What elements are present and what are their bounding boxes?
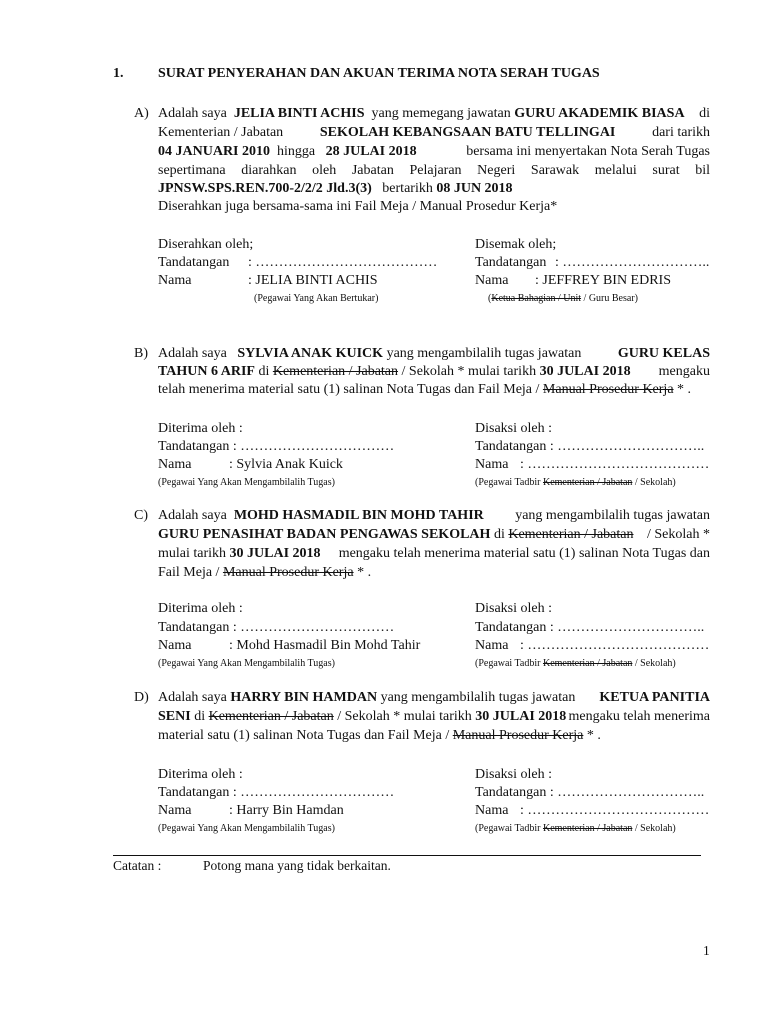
school-name: SEKOLAH KEBANGSAAN BATU TELLINGAI <box>319 125 616 140</box>
text: / Sekolah) <box>634 823 676 834</box>
text: / Guru Besar) <box>581 293 638 304</box>
section-d-line-3 <box>158 728 601 744</box>
start-date: 30 JULAI 2018 <box>475 709 567 724</box>
name-value: : Mohd Hasmadil Bin Mohd Tahir <box>229 638 421 653</box>
text: Adalah saya <box>158 690 227 705</box>
text: / Sekolah * <box>647 527 710 542</box>
signature-label: Tandatangan <box>475 255 547 270</box>
struck-text: Ketua Bahagian / Unit <box>491 293 582 304</box>
text: ( <box>488 293 492 304</box>
page-title: SURAT PENYERAHAN DAN AKUAN TERIMA NOTA SERAH TUGAS <box>158 66 600 81</box>
struck-text: Kementerian / Jabatan <box>272 364 399 379</box>
section-b-line-1 <box>158 346 710 362</box>
witnessed-by-label: Disaksi oleh : <box>475 767 552 782</box>
name-label: Nama <box>158 273 192 288</box>
received-by-label: Diterima oleh : <box>158 767 243 782</box>
signature-line: Tandatangan : …………………………… <box>158 439 395 454</box>
section-d-line-2 <box>158 709 710 725</box>
section-c-line-2 <box>158 527 710 543</box>
text: hingga <box>277 144 316 159</box>
struck-text: Kementerian / Jabatan <box>542 477 633 488</box>
name-label: Nama <box>475 273 509 288</box>
section-b-line-2 <box>158 364 710 380</box>
name-label: Nama <box>475 638 509 653</box>
officer-name: SYLVIA ANAK KUICK <box>237 346 384 361</box>
section-a-line-5 <box>158 181 513 197</box>
reference-date: 08 JUN 2018 <box>436 181 513 196</box>
text: (Pegawai Tadbir <box>475 477 541 488</box>
text: * . <box>357 565 372 580</box>
officer-name: JELIA BINTI ACHIS <box>233 106 365 121</box>
section-b-line-3 <box>158 382 691 398</box>
text: / Sekolah) <box>634 658 676 669</box>
note-label: Catatan : <box>113 858 162 873</box>
text: mengaku telah menerima <box>568 709 710 724</box>
section-d-line-1 <box>158 690 710 706</box>
heading-number: 1. <box>113 66 124 81</box>
signature-line: Tandatangan : ………………………….. <box>475 620 705 635</box>
reference-number: JPNSW.SPS.REN.700-2/2/2 Jld.3(3) <box>158 181 372 196</box>
post-title: GURU KELAS <box>617 346 710 361</box>
footer-rule <box>113 855 701 856</box>
text: di <box>699 106 710 121</box>
name-value: : ………………………………… <box>520 457 710 472</box>
text: mulai tarikh <box>158 546 227 561</box>
section-d-marker: D) <box>134 690 149 705</box>
struck-text: Kementerian / Jabatan <box>542 823 633 834</box>
text: Adalah saya <box>158 508 227 523</box>
signature-label: Tandatangan <box>158 255 230 270</box>
post-title: SENI <box>158 709 191 724</box>
text: bersama ini menyertakan Nota Serah Tugas <box>466 144 710 159</box>
name-label: Nama <box>158 457 192 472</box>
section-a-line-1 <box>158 106 710 122</box>
page-number: 1 <box>703 943 710 958</box>
post-title: KETUA PANITIA <box>599 690 710 705</box>
struck-text: Kementerian / Jabatan <box>508 527 634 542</box>
text: mengaku telah menerima material satu (1) salinan Nota Tugas dan <box>338 546 710 561</box>
officer-name: MOHD HASMADIL BIN MOHD TAHIR <box>233 508 484 523</box>
start-date: 30 JULAI 2018 <box>229 546 321 561</box>
received-by-label: Diterima oleh : <box>158 601 243 616</box>
struck-text: Manual Prosedur Kerja <box>542 382 674 397</box>
signatory-caption <box>475 477 676 488</box>
text: di <box>194 709 206 724</box>
signatory-caption: (Pegawai Yang Akan Mengambilalih Tugas) <box>158 658 335 669</box>
text: dari tarikh <box>652 125 710 140</box>
section-a-line-3 <box>158 144 710 160</box>
date-from: 04 JANUARI 2010 <box>158 144 270 159</box>
name-value: : Sylvia Anak Kuick <box>229 457 343 472</box>
signature-line: Tandatangan : …………………………… <box>158 785 395 800</box>
text: yang mengambilalih tugas jawatan <box>515 508 710 523</box>
date-to: 28 JULAI 2018 <box>325 144 417 159</box>
text: * . <box>677 382 692 397</box>
struck-text: Manual Prosedur Kerja <box>222 565 354 580</box>
name-value: : Harry Bin Hamdan <box>229 803 344 818</box>
checked-by-label: Disemak oleh; <box>475 237 557 252</box>
signatory-caption: (Pegawai Yang Akan Mengambilalih Tugas) <box>158 823 335 834</box>
name-label: Nama <box>158 803 192 818</box>
section-a-marker: A) <box>134 106 149 121</box>
text: / Sekolah * mulai tarikh <box>337 709 472 724</box>
signature-line: Tandatangan : ………………………….. <box>475 439 705 454</box>
section-c-line-1 <box>158 508 710 524</box>
section-b-marker: B) <box>134 346 148 361</box>
text: Adalah saya <box>158 106 227 121</box>
section-c-line-3 <box>158 546 710 562</box>
struck-text: Kementerian / Jabatan <box>208 709 334 724</box>
text: Adalah saya <box>158 346 227 361</box>
signatory-caption <box>475 823 676 834</box>
post-title: TAHUN 6 ARIF <box>158 364 255 379</box>
section-a-line-2 <box>158 125 710 141</box>
text: * . <box>586 728 601 743</box>
received-by-label: Diterima oleh : <box>158 421 243 436</box>
text: di <box>493 527 505 542</box>
text: material satu (1) salinan Nota Tugas dan Fail Meja / <box>158 728 450 743</box>
text: mengaku <box>658 364 710 379</box>
text: (Pegawai Tadbir <box>475 823 541 834</box>
section-a-line-6: Diserahkan juga bersama-sama ini Fail Meja / Manual Prosedur Kerja* <box>158 199 558 214</box>
name-label: Nama <box>475 457 509 472</box>
post-title: GURU AKADEMIK BIASA <box>514 106 685 121</box>
section-a-line-4: sepertimana diarahkan oleh Jabatan Pelajaran Negeri Sarawak melalui surat bil <box>158 163 710 178</box>
text: telah menerima material satu (1) salinan Nota Tugas dan Fail Meja / <box>158 382 540 397</box>
name-value: : ………………………………… <box>520 638 710 653</box>
text: yang mengambilalih tugas jawatan <box>386 346 582 361</box>
signature-dots: : ………………………………… <box>248 255 438 270</box>
note-text: Potong mana yang tidak berkaitan. <box>203 858 391 873</box>
post-title: GURU PENASIHAT BADAN PENGAWAS SEKOLAH <box>158 527 491 542</box>
section-c-marker: C) <box>134 508 148 523</box>
name-value: : ………………………………… <box>520 803 710 818</box>
text: Fail Meja / <box>158 565 220 580</box>
text: (Pegawai Tadbir <box>475 658 541 669</box>
text: yang memegang jawatan <box>371 106 511 121</box>
signatory-caption <box>488 293 638 304</box>
text: bertarikh <box>382 181 433 196</box>
name-label: Nama <box>475 803 509 818</box>
signature-line: Tandatangan : ………………………….. <box>475 785 705 800</box>
struck-text: Kementerian / Jabatan <box>542 658 633 669</box>
signature-line: Tandatangan : …………………………… <box>158 620 395 635</box>
text: / Sekolah) <box>634 477 676 488</box>
signature-dots: : ………………………….. <box>555 255 710 270</box>
text: yang mengambilalih tugas jawatan <box>380 690 576 705</box>
struck-text: Manual Prosedur Kerja <box>452 728 584 743</box>
signatory-caption <box>475 658 676 669</box>
name-value: : JEFFREY BIN EDRIS <box>535 273 672 288</box>
handed-by-label: Diserahkan oleh; <box>158 237 254 252</box>
text: Kementerian / Jabatan <box>158 125 284 140</box>
name-value: : JELIA BINTI ACHIS <box>248 273 378 288</box>
text: di <box>258 364 270 379</box>
start-date: 30 JULAI 2018 <box>539 364 631 379</box>
officer-name: HARRY BIN HAMDAN <box>230 690 378 705</box>
signatory-caption: (Pegawai Yang Akan Bertukar) <box>254 293 379 304</box>
signatory-caption: (Pegawai Yang Akan Mengambilalih Tugas) <box>158 477 335 488</box>
name-label: Nama <box>158 638 192 653</box>
witnessed-by-label: Disaksi oleh : <box>475 601 552 616</box>
witnessed-by-label: Disaksi oleh : <box>475 421 552 436</box>
text: / Sekolah * mulai tarikh <box>401 364 537 379</box>
section-c-line-4 <box>158 565 371 581</box>
